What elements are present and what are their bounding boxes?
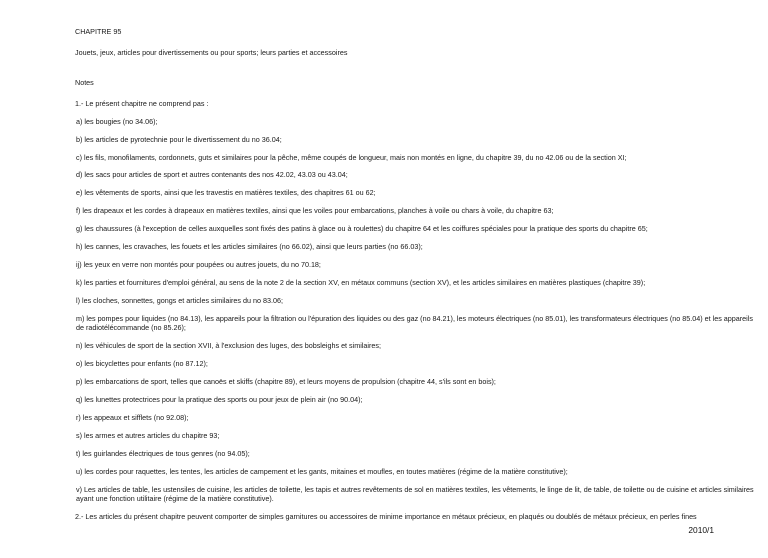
exclusion-item: f) les drapeaux et les cordes à drapeaux en matières textiles, ainsi que les voiles pour embarcations, planches à voile ou chars à voile, du chapitre 63; <box>76 206 554 216</box>
notes-heading: Notes <box>75 77 94 87</box>
exclusion-item: s) les armes et autres articles du chapitre 93; <box>76 431 220 441</box>
exclusion-item: d) les sacs pour articles de sport et autres contenants des nos 42.02, 43.03 ou 43.04; <box>76 170 348 180</box>
exclusion-item: g) les chaussures (à l'exception de celles auxquelles sont fixés des patins à glace ou à roulettes) du chapitre 64 et les coiffures spéciales pour la pratique des sports du chapitre 65; <box>76 224 648 234</box>
exclusion-item: h) les cannes, les cravaches, les fouets et les articles similaires (no 66.02), ainsi que leurs parties (no 66.03); <box>76 242 423 252</box>
exclusion-item: p) les embarcations de sport, telles que canoës et skiffs (chapitre 89), et leurs moyens de propulsion (chapitre 44, s'ils sont en bois); <box>76 377 496 387</box>
exclusion-item: u) les cordes pour raquettes, les tentes, les articles de campement et les gants, mitaines et moufles, en toutes matières (régime de la matière constitutive); <box>76 467 568 477</box>
document-content <box>75 28 755 521</box>
exclusion-item: t) les guirlandes électriques de tous genres (no 94.05); <box>76 449 250 459</box>
exclusion-item: o) les bicyclettes pour enfants (no 87.12); <box>76 359 208 369</box>
exclusion-item: c) les fils, monofilaments, cordonnets, guts et similaires pour la pêche, même coupés de longueur, mais non montés en ligne, du chapitre 39, du no 42.06 ou de la section XI; <box>76 152 627 162</box>
page-footer-label: 2010/1 <box>688 525 714 535</box>
exclusion-item: r) les appeaux et sifflets (no 92.08); <box>76 413 189 423</box>
exclusion-item: l) les cloches, sonnettes, gongs et articles similaires du no 83.06; <box>76 296 283 306</box>
exclusion-item: ij) les yeux en verre non montés pour poupées ou autres jouets, du no 70.18; <box>76 260 321 270</box>
exclusion-item: n) les véhicules de sport de la section XVII, à l'exclusion des luges, des bobsleighs et similaires; <box>76 341 382 351</box>
note-1-intro: 1.- Le présent chapitre ne comprend pas : <box>75 98 209 108</box>
exclusion-item: b) les articles de pyrotechnie pour le divertissement du no 36.04; <box>76 134 282 144</box>
chapter-title: CHAPITRE 95 <box>75 27 122 36</box>
exclusion-item: a) les bougies (no 34.06); <box>76 116 158 126</box>
note-2-text: 2.- Les articles du présent chapitre peuvent comporter de simples garnitures ou accessoires de minime importance en métaux précieux, en plaqués ou doublés de métaux précieux, en perles fines <box>75 512 697 521</box>
exclusion-item: v) Les articles de table, les ustensiles de cuisine, les articles de toilette, les tapis et autres revêtements de sol en matières textiles, les vêtements, le linge de lit, de table, de toilette ou de cuisine et articles similaires ayant une fonction utilitaire (régime de la matière constitutive). <box>76 485 754 503</box>
exclusion-item: q) les lunettes protectrices pour la pratique des sports ou pour jeux de plein air (no 90.04); <box>76 395 363 405</box>
exclusion-item: k) les parties et fournitures d'emploi général, au sens de la note 2 de la section XV, en métaux communs (section XV), et les articles similaires en matières plastiques (chapitre 39); <box>76 278 646 288</box>
chapter-subtitle: Jouets, jeux, articles pour divertissements ou pour sports; leurs parties et accessoires <box>75 47 348 57</box>
exclusion-item: e) les vêtements de sports, ainsi que les travestis en matières textiles, des chapitres 61 ou 62; <box>76 188 376 198</box>
exclusion-item: m) les pompes pour liquides (no 84.13), les appareils pour la filtration ou l'épuration des liquides ou des gaz (no 84.21), les moteurs électriques (no 85.01), les transformateurs électriques (no 85.04) et les appareils de radiotélécommande (no 85.26); <box>76 314 753 332</box>
